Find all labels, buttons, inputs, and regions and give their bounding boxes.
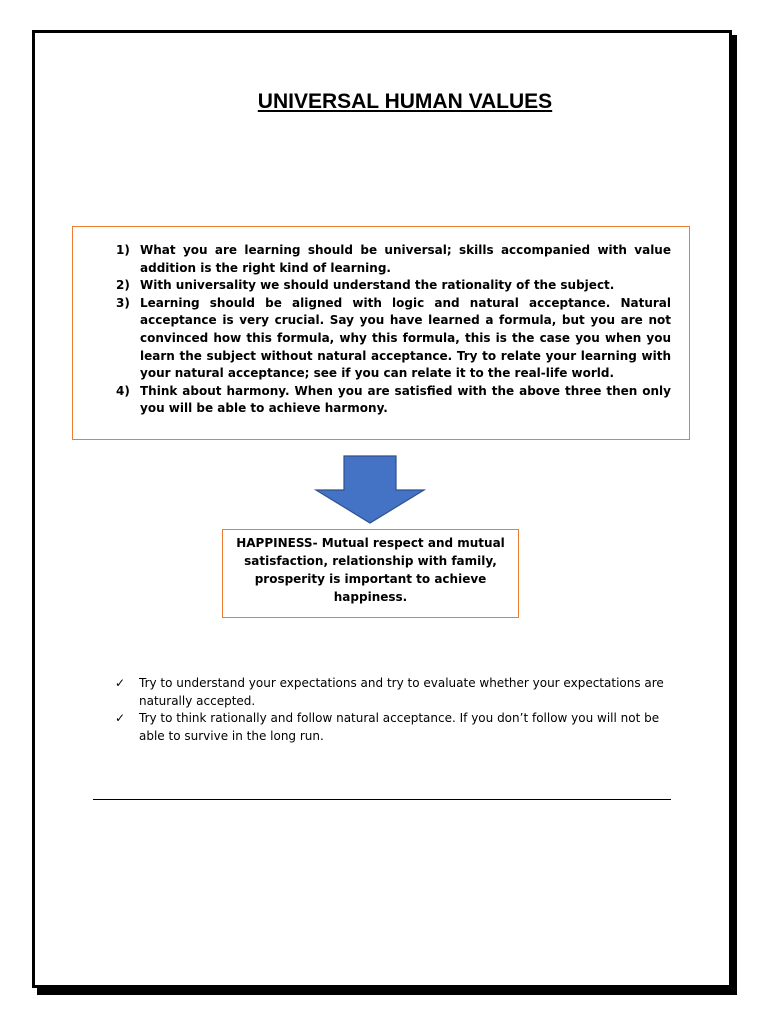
list-item: [116, 277, 671, 295]
list-item-text: Learning should be aligned with logic and natural acceptance. Natural acceptance is very crucial. Say you have learned a formula, but you are not convinced how this formula, why this formula, this is the case you when you learn the subject without natural acceptance. Try to relate your learning with your natural acceptance; see if you can relate it to the real-life world.: [140, 295, 671, 381]
list-item-text: Think about harmony. When you are satisfied with the above three then only you will be able to achieve harmony.: [140, 383, 671, 416]
tip-text: Try to think rationally and follow natural acceptance. If you don’t follow you will not be able to survive in the long run.: [139, 711, 660, 743]
list-item-text: With universality we should understand the rationality of the subject.: [140, 278, 615, 293]
list-item-text: What you are learning should be universal; skills accompanied with value addition is the right kind of learning.: [140, 243, 671, 275]
check-icon: ✓: [115, 676, 126, 690]
values-box: [72, 226, 690, 440]
list-item-number: 1): [116, 243, 130, 257]
list-item: [116, 295, 671, 383]
list-item: [115, 710, 675, 745]
tip-text: Try to understand your expectations and try to evaluate whether your expectations are naturally accepted.: [139, 676, 664, 708]
values-list: [116, 242, 671, 418]
list-item: [116, 383, 671, 418]
happiness-text: HAPPINESS- Mutual respect and mutual satisfaction, relationship with family, prosperity is important to achieve happiness.: [236, 536, 505, 604]
happiness-box: [222, 529, 519, 618]
horizontal-rule: [93, 799, 671, 800]
list-item-number: 3): [116, 295, 130, 310]
page-title: UNIVERSAL HUMAN VALUES: [257, 90, 553, 113]
list-item-number: 4): [116, 383, 130, 398]
tips-list: [115, 675, 675, 745]
list-item: [115, 675, 675, 710]
list-item-number: 2): [116, 278, 130, 293]
down-arrow-icon: [314, 455, 426, 525]
check-icon: ✓: [115, 711, 126, 726]
list-item: [116, 242, 671, 277]
